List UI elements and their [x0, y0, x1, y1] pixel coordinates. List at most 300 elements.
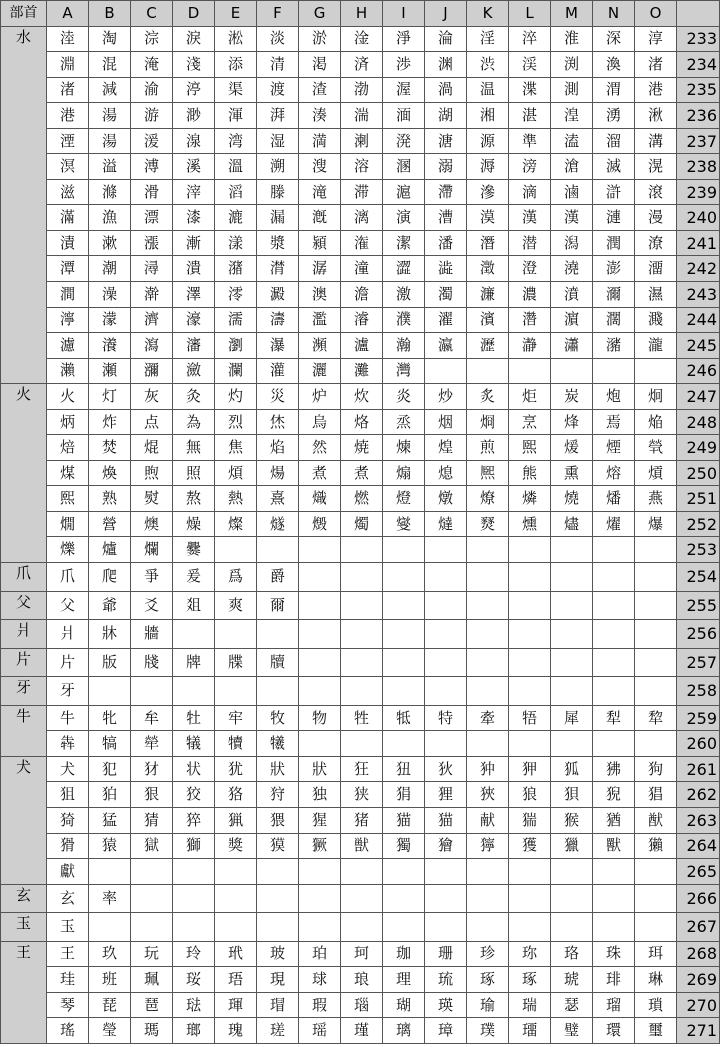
char-cell: 点 — [131, 409, 173, 435]
row-code: 247 — [677, 384, 720, 410]
table-row — [1, 782, 720, 808]
radical-column-header: 部首 — [1, 1, 47, 27]
char-cell: 狐 — [551, 756, 593, 782]
char-cell: 牾 — [509, 705, 551, 731]
char-cell: 獲 — [509, 833, 551, 859]
char-cell: 滄 — [551, 154, 593, 180]
char-cell — [509, 358, 551, 384]
char-cell: 牛 — [47, 705, 89, 731]
char-cell: 渝 — [131, 77, 173, 103]
char-cell: 爆 — [635, 511, 677, 537]
char-cell: 犧 — [257, 731, 299, 757]
char-cell: 猾 — [47, 833, 89, 859]
char-cell — [257, 537, 299, 563]
char-cell: 煌 — [425, 435, 467, 461]
char-cell: 獄 — [131, 833, 173, 859]
char-cell: 王 — [47, 941, 89, 967]
radical-cell: 父 — [1, 591, 47, 620]
char-cell: 燒 — [551, 486, 593, 512]
char-cell: 瀬 — [89, 358, 131, 384]
column-header-n: N — [593, 1, 635, 27]
column-header-h: H — [341, 1, 383, 27]
char-cell: 牽 — [467, 705, 509, 731]
char-cell: 濛 — [89, 307, 131, 333]
char-cell: 溺 — [425, 154, 467, 180]
table-body — [1, 26, 720, 1043]
table-row — [1, 1018, 720, 1044]
char-cell: 濁 — [425, 282, 467, 308]
char-cell: 濵 — [551, 307, 593, 333]
char-cell — [467, 884, 509, 913]
char-cell: 漕 — [425, 205, 467, 231]
char-cell: 燮 — [383, 511, 425, 537]
char-cell — [509, 859, 551, 885]
char-cell: 照 — [173, 460, 215, 486]
char-cell: 猿 — [89, 833, 131, 859]
char-cell: 燗 — [47, 511, 89, 537]
row-code: 271 — [677, 1018, 720, 1044]
char-cell: 瑕 — [299, 992, 341, 1018]
char-cell: 猴 — [551, 807, 593, 833]
char-cell: 琲 — [593, 967, 635, 993]
char-cell: 狹 — [467, 782, 509, 808]
table-row — [1, 833, 720, 859]
char-cell: 滋 — [47, 179, 89, 205]
char-cell: 焉 — [593, 409, 635, 435]
table-row — [1, 913, 720, 942]
char-cell: 淨 — [383, 26, 425, 52]
char-cell: 版 — [89, 648, 131, 677]
char-cell: 潁 — [299, 230, 341, 256]
char-cell: 澱 — [257, 282, 299, 308]
char-cell: 渦 — [425, 77, 467, 103]
char-cell: 烱 — [467, 409, 509, 435]
char-cell: 独 — [299, 782, 341, 808]
char-cell: 渓 — [509, 52, 551, 78]
char-cell: 渫 — [509, 77, 551, 103]
table-row — [1, 154, 720, 180]
char-cell: 犠 — [173, 731, 215, 757]
char-cell — [635, 537, 677, 563]
char-cell: 珱 — [173, 967, 215, 993]
char-cell: 測 — [551, 77, 593, 103]
char-cell — [509, 620, 551, 649]
column-header-a: A — [47, 1, 89, 27]
char-cell — [551, 913, 593, 942]
char-cell: 珈 — [383, 941, 425, 967]
char-cell: 猝 — [173, 807, 215, 833]
char-cell: 澁 — [425, 256, 467, 282]
char-cell: 瀾 — [215, 358, 257, 384]
char-cell: 瀟 — [551, 333, 593, 359]
char-cell — [215, 859, 257, 885]
char-cell — [131, 859, 173, 885]
char-cell: 燐 — [509, 486, 551, 512]
char-cell — [173, 620, 215, 649]
char-cell: 獺 — [635, 833, 677, 859]
char-cell: 漣 — [593, 205, 635, 231]
char-cell: 溪 — [173, 154, 215, 180]
char-cell: 琉 — [425, 967, 467, 993]
char-cell: 爬 — [89, 563, 131, 592]
char-cell: 潤 — [593, 230, 635, 256]
table-row — [1, 731, 720, 757]
row-code: 234 — [677, 52, 720, 78]
char-cell: 瑛 — [425, 992, 467, 1018]
column-header-j: J — [425, 1, 467, 27]
char-cell: 狷 — [383, 782, 425, 808]
char-cell: 犇 — [47, 731, 89, 757]
table-header — [1, 1, 720, 27]
char-cell: 濺 — [635, 307, 677, 333]
char-cell — [299, 731, 341, 757]
char-cell: 煢 — [635, 435, 677, 461]
char-cell — [635, 358, 677, 384]
char-cell: 煽 — [383, 460, 425, 486]
char-cell — [467, 563, 509, 592]
char-cell: 燻 — [509, 511, 551, 537]
char-cell: 爺 — [89, 591, 131, 620]
char-cell: 琥 — [551, 967, 593, 993]
char-cell: 濤 — [257, 307, 299, 333]
char-cell: 潛 — [467, 230, 509, 256]
char-cell: 瀛 — [425, 333, 467, 359]
row-code: 270 — [677, 992, 720, 1018]
char-cell: 狛 — [89, 782, 131, 808]
char-cell — [635, 884, 677, 913]
table-row — [1, 620, 720, 649]
char-cell: 現 — [257, 967, 299, 993]
column-header-i: I — [383, 1, 425, 27]
char-cell: 潯 — [131, 256, 173, 282]
table-row — [1, 435, 720, 461]
char-cell: 湟 — [551, 103, 593, 129]
char-cell: 炮 — [593, 384, 635, 410]
char-cell: 爨 — [173, 537, 215, 563]
char-cell: 濫 — [299, 307, 341, 333]
char-cell: 状 — [173, 756, 215, 782]
char-cell: 爪 — [47, 563, 89, 592]
char-cell — [299, 884, 341, 913]
char-cell — [551, 563, 593, 592]
char-cell: 渣 — [299, 77, 341, 103]
char-cell: 漫 — [635, 205, 677, 231]
char-cell: 狀 — [299, 756, 341, 782]
char-cell: 湯 — [89, 103, 131, 129]
char-cell: 珍 — [467, 941, 509, 967]
char-cell: 狆 — [467, 756, 509, 782]
char-cell: 炸 — [89, 409, 131, 435]
char-cell: 淦 — [341, 26, 383, 52]
char-cell — [215, 620, 257, 649]
char-cell: 犢 — [215, 731, 257, 757]
char-cell: 炎 — [383, 384, 425, 410]
char-cell: 熙 — [47, 486, 89, 512]
char-cell — [173, 677, 215, 706]
row-code: 246 — [677, 358, 720, 384]
column-header-c: C — [131, 1, 173, 27]
char-cell: 犒 — [89, 731, 131, 757]
char-cell: 犀 — [551, 705, 593, 731]
char-cell: 片 — [47, 648, 89, 677]
char-cell: 焼 — [341, 435, 383, 461]
char-cell — [509, 731, 551, 757]
column-header-k: K — [467, 1, 509, 27]
char-cell: 狂 — [341, 756, 383, 782]
char-cell: 源 — [467, 128, 509, 154]
row-code: 237 — [677, 128, 720, 154]
char-cell: 湶 — [173, 128, 215, 154]
radical-cell: 犬 — [1, 756, 47, 884]
char-cell: 炬 — [509, 384, 551, 410]
char-cell — [425, 537, 467, 563]
char-cell: 澹 — [341, 282, 383, 308]
char-cell: 瑳 — [257, 1018, 299, 1044]
char-cell — [341, 648, 383, 677]
char-cell: 璢 — [509, 1018, 551, 1044]
char-cell — [593, 620, 635, 649]
char-cell: 湎 — [383, 103, 425, 129]
char-cell: 潘 — [425, 230, 467, 256]
char-cell: 漉 — [215, 205, 257, 231]
char-cell: 獰 — [467, 833, 509, 859]
char-cell: 烟 — [425, 409, 467, 435]
char-cell: 滑 — [131, 179, 173, 205]
row-code: 254 — [677, 563, 720, 592]
row-code: 235 — [677, 77, 720, 103]
char-cell — [467, 913, 509, 942]
char-cell — [299, 859, 341, 885]
char-cell — [173, 913, 215, 942]
row-code: 269 — [677, 967, 720, 993]
char-cell: 炭 — [551, 384, 593, 410]
char-cell: 瀋 — [173, 333, 215, 359]
char-cell: 理 — [383, 967, 425, 993]
char-cell: 爼 — [173, 591, 215, 620]
row-code: 264 — [677, 833, 720, 859]
char-cell: 烹 — [509, 409, 551, 435]
char-cell — [299, 620, 341, 649]
char-cell: 混 — [89, 52, 131, 78]
char-cell — [215, 913, 257, 942]
char-cell: 渺 — [173, 103, 215, 129]
char-cell: 炊 — [341, 384, 383, 410]
char-cell: 環 — [593, 1018, 635, 1044]
char-cell: 狃 — [383, 756, 425, 782]
char-cell: 獅 — [173, 833, 215, 859]
char-cell — [257, 884, 299, 913]
char-cell: 潭 — [47, 256, 89, 282]
char-cell: 焚 — [89, 435, 131, 461]
char-cell: 瀉 — [131, 333, 173, 359]
char-cell: 琶 — [131, 992, 173, 1018]
char-cell: 然 — [299, 435, 341, 461]
char-cell — [89, 913, 131, 942]
char-cell: 溘 — [551, 128, 593, 154]
char-cell — [635, 913, 677, 942]
char-cell: 犹 — [215, 756, 257, 782]
row-code: 239 — [677, 179, 720, 205]
char-cell: 湃 — [257, 103, 299, 129]
char-cell: 猩 — [299, 807, 341, 833]
char-cell: 濂 — [467, 282, 509, 308]
char-cell: 淡 — [257, 26, 299, 52]
char-cell: 爾 — [257, 591, 299, 620]
char-cell: 溶 — [341, 154, 383, 180]
char-cell: 渋 — [467, 52, 509, 78]
char-cell: 灘 — [341, 358, 383, 384]
char-cell: 漢 — [551, 205, 593, 231]
char-cell: 瑜 — [467, 992, 509, 1018]
table-row — [1, 205, 720, 231]
char-cell: 牟 — [131, 705, 173, 731]
char-cell — [593, 677, 635, 706]
column-header-e: E — [215, 1, 257, 27]
char-cell — [593, 884, 635, 913]
char-cell: 渟 — [173, 77, 215, 103]
char-cell: 牴 — [383, 705, 425, 731]
char-cell — [341, 537, 383, 563]
char-cell — [551, 677, 593, 706]
char-cell: 犁 — [593, 705, 635, 731]
char-cell: 淹 — [131, 52, 173, 78]
char-cell: 炉 — [299, 384, 341, 410]
char-cell: 滓 — [173, 179, 215, 205]
char-cell: 獻 — [47, 859, 89, 885]
char-cell: 犬 — [47, 756, 89, 782]
char-cell: 湛 — [509, 103, 551, 129]
char-cell: 焜 — [131, 435, 173, 461]
column-header-l: L — [509, 1, 551, 27]
row-code: 248 — [677, 409, 720, 435]
char-cell: 犯 — [89, 756, 131, 782]
char-cell: 珀 — [299, 941, 341, 967]
char-cell: 獗 — [299, 833, 341, 859]
row-code: 262 — [677, 782, 720, 808]
char-cell: 琵 — [89, 992, 131, 1018]
char-cell — [383, 620, 425, 649]
char-cell — [341, 913, 383, 942]
row-code: 260 — [677, 731, 720, 757]
char-cell: 淮 — [551, 26, 593, 52]
radical-cell: 水 — [1, 26, 47, 384]
char-cell: 漂 — [131, 205, 173, 231]
table-row — [1, 941, 720, 967]
char-cell: 灰 — [131, 384, 173, 410]
char-cell: 濱 — [467, 307, 509, 333]
char-cell: 漬 — [47, 230, 89, 256]
char-cell — [593, 591, 635, 620]
char-cell: 瀞 — [509, 333, 551, 359]
char-cell: 煉 — [383, 435, 425, 461]
char-cell: 渤 — [341, 77, 383, 103]
char-cell: 玩 — [131, 941, 173, 967]
char-cell — [341, 677, 383, 706]
row-code: 267 — [677, 913, 720, 942]
char-cell: 瀧 — [635, 333, 677, 359]
char-cell — [551, 859, 593, 885]
char-cell: 熕 — [635, 460, 677, 486]
char-cell: 獎 — [215, 833, 257, 859]
char-cell: 猊 — [593, 782, 635, 808]
char-cell: 狄 — [425, 756, 467, 782]
char-cell: 澪 — [215, 282, 257, 308]
char-cell: 滉 — [635, 154, 677, 180]
char-cell: 減 — [89, 77, 131, 103]
char-cell: 湮 — [47, 128, 89, 154]
char-cell: 燵 — [425, 511, 467, 537]
char-cell: 爽 — [215, 591, 257, 620]
char-cell — [425, 648, 467, 677]
char-cell: 爿 — [47, 620, 89, 649]
char-cell: 渡 — [257, 77, 299, 103]
char-cell: 澤 — [173, 282, 215, 308]
char-cell: 狒 — [593, 756, 635, 782]
char-cell: 琴 — [47, 992, 89, 1018]
char-cell: 漾 — [215, 230, 257, 256]
char-cell: 淪 — [425, 26, 467, 52]
char-cell: 滝 — [299, 179, 341, 205]
char-cell: 港 — [635, 77, 677, 103]
char-cell: 瑁 — [257, 992, 299, 1018]
char-cell: 滷 — [551, 179, 593, 205]
char-cell: 爐 — [89, 537, 131, 563]
char-cell: 熱 — [215, 486, 257, 512]
char-cell — [215, 537, 257, 563]
char-cell — [635, 648, 677, 677]
char-cell: 狽 — [551, 782, 593, 808]
char-cell: 渙 — [593, 52, 635, 78]
char-cell: 溜 — [593, 128, 635, 154]
char-cell — [509, 591, 551, 620]
char-cell: 牢 — [215, 705, 257, 731]
char-cell: 濬 — [341, 307, 383, 333]
char-cell: 焰 — [257, 435, 299, 461]
char-cell: 琅 — [341, 967, 383, 993]
char-cell: 珸 — [215, 967, 257, 993]
char-cell — [593, 648, 635, 677]
char-cell: 狭 — [341, 782, 383, 808]
char-cell: 演 — [383, 205, 425, 231]
char-cell: 滔 — [215, 179, 257, 205]
radical-cell: 爿 — [1, 620, 47, 649]
char-cell: 玄 — [47, 884, 89, 913]
column-header-d: D — [173, 1, 215, 27]
char-cell — [593, 913, 635, 942]
radical-cell: 王 — [1, 941, 47, 1043]
char-cell — [551, 884, 593, 913]
char-cell — [635, 563, 677, 592]
char-cell: 滌 — [89, 179, 131, 205]
char-cell: 湧 — [593, 103, 635, 129]
char-cell: 灼 — [215, 384, 257, 410]
char-cell — [341, 563, 383, 592]
char-cell — [593, 537, 635, 563]
char-cell: 玲 — [173, 941, 215, 967]
char-cell: 滂 — [509, 154, 551, 180]
char-cell: 港 — [47, 103, 89, 129]
char-cell: 潴 — [215, 256, 257, 282]
char-cell: 濡 — [215, 307, 257, 333]
char-cell: 漱 — [89, 230, 131, 256]
char-cell: 煤 — [47, 460, 89, 486]
char-cell — [509, 563, 551, 592]
char-cell — [341, 591, 383, 620]
char-cell: 珪 — [47, 967, 89, 993]
char-cell: 滸 — [593, 179, 635, 205]
char-cell: 狙 — [47, 782, 89, 808]
char-cell — [425, 677, 467, 706]
